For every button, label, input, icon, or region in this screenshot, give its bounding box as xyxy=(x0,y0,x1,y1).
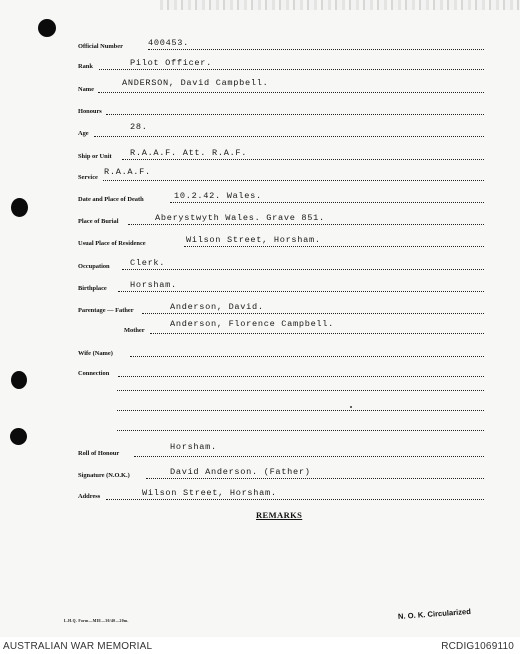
connection-line xyxy=(117,430,484,431)
address-row xyxy=(78,486,484,500)
mother-value: Anderson, Florence Campbell. xyxy=(170,319,334,329)
mother-label: Mother xyxy=(124,327,145,334)
burial-label: Place of Burial xyxy=(78,218,119,225)
connection-label: Connection xyxy=(78,370,110,377)
official-number-value: 400453. xyxy=(148,38,189,48)
dotted-line xyxy=(103,180,484,181)
footer-source: AUSTRALIAN WAR MEMORIAL xyxy=(3,641,153,652)
name-value: ANDERSON, David Campbell. xyxy=(122,78,269,88)
burial-value: Aberystwyth Wales. Grave 851. xyxy=(155,213,325,223)
name-row xyxy=(78,79,484,93)
dotted-line xyxy=(106,499,484,500)
dotted-line xyxy=(134,456,484,457)
scan-noise-strip xyxy=(160,0,520,10)
rank-label: Rank xyxy=(78,63,93,70)
dotted-line xyxy=(150,333,484,334)
connection-line xyxy=(117,390,484,391)
service-label: Service xyxy=(78,174,98,181)
father-label: Parentage — Father xyxy=(78,307,134,314)
official-number-label: Official Number xyxy=(78,43,123,50)
dotted-line xyxy=(98,92,484,93)
ship-unit-label: Ship or Unit xyxy=(78,153,112,160)
roll-of-honour-label: Roll of Honour xyxy=(78,450,120,457)
service-row xyxy=(78,167,484,181)
ship-unit-row xyxy=(78,146,484,160)
residence-label: Usual Place of Residence xyxy=(78,240,146,247)
punch-hole xyxy=(38,19,56,37)
birthplace-label: Birthplace xyxy=(78,285,107,292)
dotted-line xyxy=(94,136,484,137)
father-value: Anderson, David. xyxy=(170,302,264,312)
signature-label: Signature (N.O.K.) xyxy=(78,472,130,479)
wife-row xyxy=(78,343,484,357)
dotted-line xyxy=(118,376,484,377)
death-row xyxy=(78,189,484,203)
age-value: 28. xyxy=(130,122,148,132)
dotted-line xyxy=(122,269,484,270)
mother-row xyxy=(78,320,484,334)
dotted-line xyxy=(99,69,484,70)
death-value: 10.2.42. Wales. xyxy=(174,191,262,201)
honours-label: Honours xyxy=(78,108,102,115)
residence-row xyxy=(78,233,484,247)
dotted-line xyxy=(170,202,484,203)
wife-label: Wife (Name) xyxy=(78,350,113,357)
roll-of-honour-row xyxy=(78,443,484,457)
footer-bar xyxy=(0,639,520,654)
dotted-line xyxy=(130,356,484,357)
address-value: Wilson Street, Horsham. xyxy=(142,488,277,498)
birthplace-value: Horsham. xyxy=(130,280,177,290)
residence-value: Wilson Street, Horsham. xyxy=(186,235,321,245)
name-label: Name xyxy=(78,86,94,93)
punch-hole xyxy=(11,371,27,389)
dotted-line xyxy=(128,224,484,225)
roll-of-honour-value: Horsham. xyxy=(170,442,217,452)
dotted-line xyxy=(148,49,484,50)
death-label: Date and Place of Death xyxy=(78,196,144,203)
dotted-line xyxy=(142,313,484,314)
ink-speck xyxy=(350,406,352,408)
burial-row xyxy=(78,211,484,225)
dotted-line xyxy=(118,291,484,292)
occupation-row xyxy=(78,256,484,270)
rank-value: Pilot Officer. xyxy=(130,58,212,68)
dotted-line xyxy=(146,478,484,479)
signature-row xyxy=(78,465,484,479)
punch-hole xyxy=(10,428,27,445)
signature-value: David Anderson. (Father) xyxy=(170,467,311,477)
punch-hole xyxy=(11,198,28,217)
age-row xyxy=(78,123,484,137)
age-label: Age xyxy=(78,130,89,137)
rank-row xyxy=(78,56,484,70)
dotted-line xyxy=(106,114,484,115)
ship-unit-value: R.A.A.F. Att. R.A.F. xyxy=(130,148,248,158)
footer-id: RCDIG1069110 xyxy=(441,641,514,652)
birthplace-row xyxy=(78,278,484,292)
connection-line xyxy=(117,410,484,411)
honours-row xyxy=(78,101,484,115)
dotted-line xyxy=(122,159,484,160)
circularized-stamp: N. O. K. Circularized xyxy=(397,606,472,621)
address-label: Address xyxy=(78,493,101,500)
form-code: L.H.Q. Form—MIE—30/40—20m. xyxy=(64,619,129,623)
occupation-label: Occupation xyxy=(78,263,110,270)
father-row xyxy=(78,300,484,314)
service-value: R.A.A.F. xyxy=(104,167,151,177)
official-number-row xyxy=(78,36,484,50)
occupation-value: Clerk. xyxy=(130,258,166,268)
dotted-line xyxy=(184,246,484,247)
connection-row xyxy=(78,363,484,377)
remarks-heading: REMARKS xyxy=(256,510,303,520)
